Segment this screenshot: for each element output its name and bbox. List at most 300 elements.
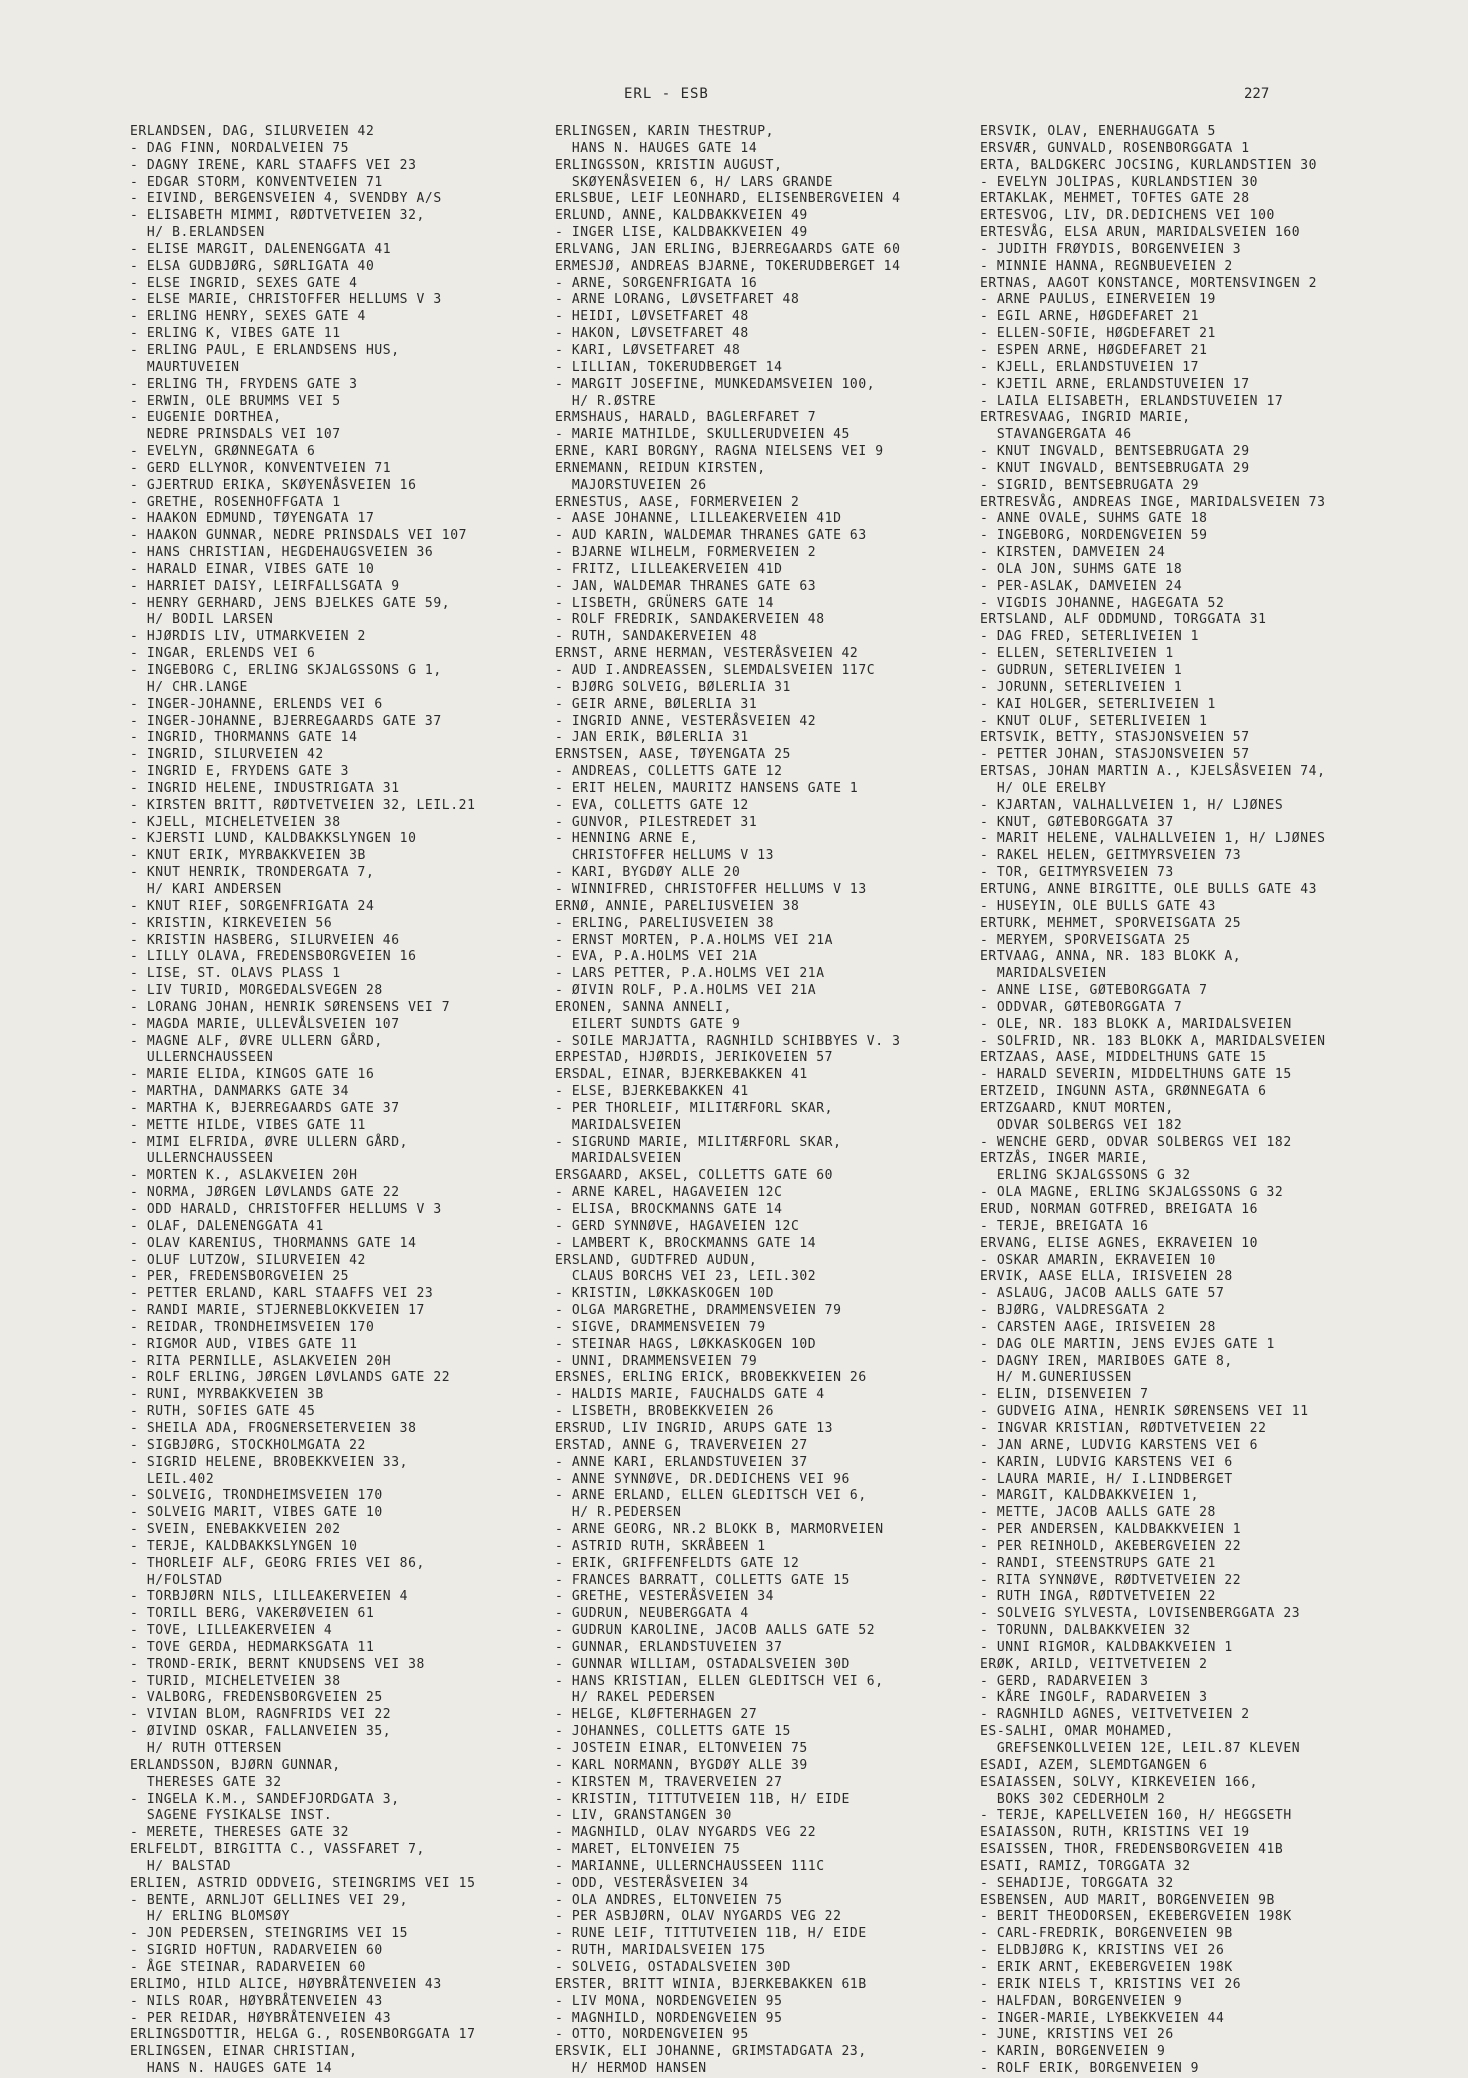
directory-entry-line: - INGRID, SILURVEIEN 42 xyxy=(130,747,324,763)
directory-entry-line: - SEHADIJE, TORGGATA 32 xyxy=(980,1875,1174,1891)
directory-entry-line: - SIGRID HELENE, BROBEKKVEIEN 33, xyxy=(130,1454,409,1470)
directory-entry-line: ERØK, ARILD, VEITVETVEIEN 2 xyxy=(980,1656,1208,1672)
directory-entry-line: - KNUT ERIK, MYRBAKKVEIEN 3B xyxy=(130,848,366,864)
directory-entry-line: - MARTHA, DANMARKS GATE 34 xyxy=(130,1084,350,1100)
directory-entry-line: - KNUT HENRIK, TRONDERGATA 7, xyxy=(130,865,375,881)
directory-entry-line: - LISBETH, BROBEKKVEIEN 26 xyxy=(555,1404,775,1420)
directory-entry-line: - EUGENIE DORTHEA, xyxy=(130,410,282,426)
directory-column-left xyxy=(130,124,530,2078)
directory-entry-line: CHRISTOFFER HELLUMS V 13 xyxy=(555,848,775,864)
directory-entry-line: - ODD HARALD, CHRISTOFFER HELLUMS V 3 xyxy=(130,1202,442,1217)
directory-entry-line: - EVA, P.A.HOLMS VEI 21A xyxy=(555,949,758,965)
directory-entry-line: - RAGNHILD AGNES, VEITVETVEIEN 2 xyxy=(980,1707,1250,1723)
directory-entry-line: - RUTH INGA, RØDTVETVEIEN 22 xyxy=(980,1589,1216,1605)
directory-entry-line: - PER ASBJØRN, OLAV NYGARDS VEG 22 xyxy=(555,1909,842,1925)
directory-entry-line: - SIGRID HOFTUN, RADARVEIEN 60 xyxy=(130,1943,383,1959)
directory-entry-line: - MAGNHILD, OLAV NYGARDS VEG 22 xyxy=(555,1825,817,1841)
directory-entry-line: - RUTH, SANDAKERVEIEN 48 xyxy=(555,629,758,645)
directory-entry-line: - BJØRG, VALDRESGATA 2 xyxy=(980,1303,1166,1319)
directory-entry-line: - HUSEYIN, OLE BULLS GATE 43 xyxy=(980,898,1216,914)
directory-entry-line: - KNUT INGVALD, BENTSEBRUGATA 29 xyxy=(980,444,1250,460)
directory-entry-line: - KARI, LØVSETFARET 48 xyxy=(555,342,741,358)
directory-entry-line: - FRITZ, LILLEAKERVEIEN 41D xyxy=(555,561,783,577)
directory-entry-line: - VIVIAN BLOM, RAGNFRIDS VEI 22 xyxy=(130,1707,392,1723)
directory-entry-line: - BJØRG SOLVEIG, BØLERLIA 31 xyxy=(555,679,791,695)
directory-entry-line: - GJERTRUD ERIKA, SKØYENÅSVEIEN 16 xyxy=(130,477,417,493)
directory-entry-line: - SHEILA ADA, FROGNERSETERVEIEN 38 xyxy=(130,1420,417,1436)
directory-entry-line: H/ RAKEL PEDERSEN xyxy=(555,1690,716,1706)
directory-entry-line: - ANDREAS, COLLETTS GATE 12 xyxy=(555,764,783,780)
directory-entry-line: ERLUND, ANNE, KALDBAKKVEIEN 49 xyxy=(555,208,808,224)
directory-entry-line: - JON PEDERSEN, STEINGRIMS VEI 15 xyxy=(130,1926,409,1942)
directory-entry-line: - GUNVOR, PILESTREDET 31 xyxy=(555,814,758,830)
directory-entry-line: - HENRY GERHARD, JENS BJELKES GATE 59, xyxy=(130,595,451,611)
directory-entry-line: - INGEBORG, NORDENGVEIEN 59 xyxy=(980,528,1208,544)
directory-entry-line: - SOLVEIG SYLVESTA, LOVISENBERGGATA 23 xyxy=(980,1606,1301,1622)
directory-entry-line: ERTURK, MEHMET, SPORVEISGATA 25 xyxy=(980,915,1242,931)
directory-entry-line: ERSDAL, EINAR, BJERKEBAKKEN 41 xyxy=(555,1067,808,1083)
directory-entry-line: - INGEBORG C, ERLING SKJALGSSONS G 1, xyxy=(130,663,442,678)
directory-entry-line: ERTA, BALDGKERC JOCSING, KURLANDSTIEN 30 xyxy=(980,157,1318,173)
directory-entry-line: - RUTH, SOFIES GATE 45 xyxy=(130,1404,316,1420)
directory-entry-line: - MARTHA K, BJERREGAARDS GATE 37 xyxy=(130,1100,400,1116)
directory-entry-line: - ELISABETH MIMMI, RØDTVETVEIEN 32, xyxy=(130,208,425,224)
directory-entry-line: - ERIT HELEN, MAURITZ HANSENS GATE 1 xyxy=(555,780,859,796)
directory-entry-line: ERNØ, ANNIE, PARELIUSVEIEN 38 xyxy=(555,898,800,914)
directory-entry-line: ERTESVOG, LIV, DR.DEDICHENS VEI 100 xyxy=(980,208,1275,224)
directory-entry-line: ERSTAD, ANNE G, TRAVERVEIEN 27 xyxy=(555,1437,808,1453)
directory-entry-line: - SIGVE, DRAMMENSVEIEN 79 xyxy=(555,1319,766,1335)
directory-entry-line: ERLFELDT, BIRGITTA C., VASSFARET 7, xyxy=(130,1842,425,1858)
directory-entry-line: - PER ANDERSEN, KALDBAKKVEIEN 1 xyxy=(980,1522,1242,1538)
directory-entry-line: - RUNE LEIF, TITTUTVEIEN 11B, H/ EIDE xyxy=(555,1926,867,1942)
directory-entry-line: ULLERNCHAUSSEEN xyxy=(130,1151,274,1167)
directory-entry-line: H/ OLE ERELBY xyxy=(980,780,1107,796)
directory-entry-line: - TERJE, KALDBAKKSLYNGEN 10 xyxy=(130,1538,358,1554)
directory-entry-line: ERSNES, ERLING ERICK, BROBEKKVEIEN 26 xyxy=(555,1370,867,1386)
directory-entry-line: ERLINGSEN, KARIN THESTRUP, xyxy=(555,124,775,139)
directory-entry-line: ERNESTUS, AASE, FORMERVEIEN 2 xyxy=(555,494,800,510)
directory-entry-line: - EGIL ARNE, HØGDEFARET 21 xyxy=(980,309,1200,325)
directory-entry-line: - KRISTIN, LØKKASKOGEN 10D xyxy=(555,1286,775,1302)
directory-entry-line: - UNNI, DRAMMENSVEIEN 79 xyxy=(555,1353,758,1369)
directory-entry-line: - STEINAR HAGS, LØKKASKOGEN 10D xyxy=(555,1336,817,1352)
directory-entry-line: - SIGRID, BENTSEBRUGATA 29 xyxy=(980,477,1200,493)
directory-entry-line: - METTE, JACOB AALLS GATE 28 xyxy=(980,1505,1216,1521)
directory-entry-line: ERTRESVAAG, INGRID MARIE, xyxy=(980,410,1191,426)
directory-entry-line: - ERLING, PARELIUSVEIEN 38 xyxy=(555,915,775,931)
directory-entry-line: - KJETIL ARNE, ERLANDSTUVEIEN 17 xyxy=(980,376,1250,392)
directory-entry-line: - OLAF, DALENENGGATA 41 xyxy=(130,1218,324,1234)
directory-entry-line: - ANNE LISE, GØTEBORGGATA 7 xyxy=(980,983,1208,999)
directory-entry-line: - KARIN, LUDVIG KARSTENS VEI 6 xyxy=(980,1454,1233,1470)
directory-entry-line: - OLUF LUTZOW, SILURVEIEN 42 xyxy=(130,1252,366,1268)
directory-entry-line: ERTSAS, JOHAN MARTIN A., KJELSÅSVEIEN 74, xyxy=(980,764,1326,780)
directory-entry-line: - ARNE KAREL, HAGAVEIEN 12C xyxy=(555,1185,783,1201)
directory-entry-line: - KARIN, BORGENVEIEN 9 xyxy=(980,2044,1166,2060)
directory-entry-line: ESAISSEN, THOR, FREDENSBORGVEIEN 41B xyxy=(980,1842,1284,1858)
directory-entry-line: ESADI, AZEM, SLEMDTGANGEN 6 xyxy=(980,1757,1208,1773)
directory-entry-line: H/ M.GUNERIUSSEN xyxy=(980,1370,1132,1386)
directory-entry-line: - MARIE ELIDA, KINGOS GATE 16 xyxy=(130,1067,375,1083)
directory-entry-line: - LAURA MARIE, H/ I.LINDBERGET xyxy=(980,1471,1233,1487)
directory-entry-line: ODVAR SOLBERGS VEI 182 xyxy=(980,1117,1183,1133)
directory-entry-line: - MARIT HELENE, VALHALLVEIEN 1, H/ LJØNES xyxy=(980,831,1326,847)
directory-entry-line: ERSVIK, ELI JOHANNE, GRIMSTADGATA 23, xyxy=(555,2044,867,2060)
directory-entry-line: ERTZEID, INGUNN ASTA, GRØNNEGATA 6 xyxy=(980,1084,1267,1100)
directory-entry-line: ERSVÆR, GUNVALD, ROSENBORGGATA 1 xyxy=(980,140,1250,156)
directory-entry-line: - GUDRUN KAROLINE, JACOB AALLS GATE 52 xyxy=(555,1623,876,1639)
directory-entry-line: ERSLAND, GUDTFRED AUDUN, xyxy=(555,1252,758,1268)
directory-entry-line: - JORUNN, SETERLIVEIEN 1 xyxy=(980,679,1183,695)
directory-entry-line: - ERIK, GRIFFENFELDTS GATE 12 xyxy=(555,1555,800,1571)
directory-entry-line: - ESPEN ARNE, HØGDEFARET 21 xyxy=(980,342,1208,358)
directory-entry-line: - SIGRUND MARIE, MILITÆRFORL SKAR, xyxy=(555,1134,842,1150)
directory-entry-line: - MARGIT JOSEFINE, MUNKEDAMSVEIEN 100, xyxy=(555,376,876,392)
directory-entry-line: - BERIT THEODORSEN, EKEBERGVEIEN 198K xyxy=(980,1909,1292,1925)
directory-entry-line: - MERYEM, SPORVEISGATA 25 xyxy=(980,932,1191,948)
directory-entry-line: - LILLIAN, TOKERUDBERGET 14 xyxy=(555,359,783,375)
directory-entry-line: - ANNE KARI, ERLANDSTUVEIEN 37 xyxy=(555,1454,808,1470)
directory-entry-line: - ANNE SYNNØVE, DR.DEDICHENS VEI 96 xyxy=(555,1471,850,1487)
directory-entry-line: - KARL NORMANN, BYGDØY ALLE 39 xyxy=(555,1757,808,1773)
directory-entry-line: ERONEN, SANNA ANNELI, xyxy=(555,999,732,1015)
directory-entry-line: - ELLEN, SETERLIVEIEN 1 xyxy=(980,646,1174,662)
directory-entry-line: - DAGNY IRENE, KARL STAAFFS VEI 23 xyxy=(130,157,417,173)
directory-entry-line: H/FOLSTAD xyxy=(130,1572,223,1588)
directory-entry-line: ERTUNG, ANNE BIRGITTE, OLE BULLS GATE 43 xyxy=(980,881,1318,897)
directory-entry-line: - KJELL, ERLANDSTUVEIEN 17 xyxy=(980,359,1200,375)
directory-entry-line: - EDGAR STORM, KONVENTVEIEN 71 xyxy=(130,174,383,190)
directory-entry-line: - ASLAUG, JACOB AALLS GATE 57 xyxy=(980,1286,1225,1302)
directory-entry-line: - LIV TURID, MORGEDALSVEGEN 28 xyxy=(130,983,383,999)
directory-entry-line: - LIV, GRANSTANGEN 30 xyxy=(555,1808,732,1824)
directory-entry-line: - ELISE MARGIT, DALENENGGATA 41 xyxy=(130,241,392,257)
directory-column-right xyxy=(980,124,1400,2078)
directory-entry-line: - INGER-MARIE, LYBEKKVEIEN 44 xyxy=(980,2010,1225,2026)
directory-entry-line: - LISBETH, GRÜNERS GATE 14 xyxy=(555,595,775,611)
directory-entry-line: - DAG FRED, SETERLIVEIEN 1 xyxy=(980,629,1200,645)
directory-entry-line: - HALFDAN, BORGENVEIEN 9 xyxy=(980,1993,1183,2009)
directory-entry-line: - UNNI RIGMOR, KALDBAKKVEIEN 1 xyxy=(980,1639,1233,1655)
directory-entry-line: ERPESTAD, HJØRDIS, JERIKOVEIEN 57 xyxy=(555,1050,834,1066)
directory-entry-line: BOKS 302 CEDERHOLM 2 xyxy=(980,1791,1166,1807)
directory-entry-line: - INGER-JOHANNE, BJERREGAARDS GATE 37 xyxy=(130,713,442,729)
directory-entry-line: ERLIEN, ASTRID ODDVEIG, STEINGRIMS VEI 15 xyxy=(130,1875,476,1891)
directory-entry-line: - RUTH, MARIDALSVEIEN 175 xyxy=(555,1943,766,1959)
directory-entry-line: - BENTE, ARNLJOT GELLINES VEI 29, xyxy=(130,1892,409,1908)
directory-entry-line: ERVANG, ELISE AGNES, EKRAVEIEN 10 xyxy=(980,1235,1259,1251)
directory-entry-line: H/ BALSTAD xyxy=(130,1858,232,1874)
directory-entry-line: - HJØRDIS LIV, UTMARKVEIEN 2 xyxy=(130,629,366,645)
directory-entry-line: H/ BODIL LARSEN xyxy=(130,612,274,628)
directory-entry-line: - HEIDI, LØVSETFARET 48 xyxy=(555,309,749,325)
directory-entry-line: EILERT SUNDTS GATE 9 xyxy=(555,1016,741,1032)
directory-entry-line: - LIV MONA, NORDENGVEIEN 95 xyxy=(555,1993,783,2009)
directory-entry-line: - MAGDA MARIE, ULLEVÅLSVEIEN 107 xyxy=(130,1016,400,1032)
directory-entry-line: - OSKAR AMARIN, EKRAVEIEN 10 xyxy=(980,1252,1216,1268)
directory-entry-line: ERVIK, AASE ELLA, IRISVEIEN 28 xyxy=(980,1269,1233,1285)
directory-entry-line: - TORBJØRN NILS, LILLEAKERVEIEN 4 xyxy=(130,1589,409,1605)
directory-entry-line: SAGENE FYSIKALSE INST. xyxy=(130,1808,333,1824)
directory-entry-line: - OTTO, NORDENGVEIEN 95 xyxy=(555,2027,749,2043)
directory-entry-line: - KRISTIN, TITTUTVEIEN 11B, H/ EIDE xyxy=(555,1791,850,1807)
directory-entry-line: - INGRID ANNE, VESTERÅSVEIEN 42 xyxy=(555,713,817,729)
directory-entry-line: GREFSENKOLLVEIEN 12E, LEIL.87 KLEVEN xyxy=(980,1741,1301,1756)
directory-entry-line: - KJARTAN, VALHALLVEIEN 1, H/ LJØNES xyxy=(980,797,1284,813)
directory-entry-line: - RANDI MARIE, STJERNEBLOKKVEIEN 17 xyxy=(130,1303,425,1319)
directory-column-middle xyxy=(555,124,960,2078)
directory-entry-line: - GRETHE, ROSENHOFFGATA 1 xyxy=(130,494,341,510)
directory-entry-line: - MIMI ELFRIDA, ØVRE ULLERN GÅRD, xyxy=(130,1134,409,1150)
directory-entry-line: - SOLVEIG, TRONDHEIMSVEIEN 170 xyxy=(130,1488,383,1504)
directory-entry-line: ERLSBUE, LEIF LEONHARD, ELISENBERGVEIEN 4 xyxy=(555,191,901,207)
directory-entry-line: - EVA, COLLETTS GATE 12 xyxy=(555,797,749,813)
directory-entry-line: ESBENSEN, AUD MARIT, BORGENVEIEN 9B xyxy=(980,1892,1275,1908)
directory-entry-line: - ELLEN-SOFIE, HØGDEFARET 21 xyxy=(980,326,1216,342)
directory-entry-line: ERTSLAND, ALF ODDMUND, TORGGATA 31 xyxy=(980,612,1267,628)
directory-entry-line: - REIDAR, TRONDHEIMSVEIEN 170 xyxy=(130,1319,375,1335)
directory-entry-line: - ROLF FREDRIK, SANDAKERVEIEN 48 xyxy=(555,612,825,628)
directory-entry-line: ERMESJØ, ANDREAS BJARNE, TOKERUDBERGET 14 xyxy=(555,258,901,274)
directory-entry-line: - OLAV KARENIUS, THORMANNS GATE 14 xyxy=(130,1235,417,1251)
directory-entry-line: - OLGA MARGRETHE, DRAMMENSVEIEN 79 xyxy=(555,1303,842,1319)
directory-entry-line: ESAIASSEN, SOLVY, KIRKEVEIEN 166, xyxy=(980,1774,1259,1790)
directory-entry-line: - LISE, ST. OLAVS PLASS 1 xyxy=(130,966,341,982)
directory-entry-line: - PER-ASLAK, DAMVEIEN 24 xyxy=(980,578,1183,594)
directory-entry-line: MAURTUVEIEN xyxy=(130,359,240,375)
directory-entry-line: - DAGNY IREN, MARIBOES GATE 8, xyxy=(980,1353,1233,1369)
directory-entry-line: - KJELL, MICHELETVEIEN 38 xyxy=(130,814,341,830)
directory-entry-line: - PETTER ERLAND, KARL STAAFFS VEI 23 xyxy=(130,1286,434,1302)
directory-entry-line: - SOLVEIG MARIT, VIBES GATE 10 xyxy=(130,1505,383,1521)
directory-entry-line: - JOSTEIN EINAR, ELTONVEIEN 75 xyxy=(555,1741,808,1756)
directory-entry-line: - GERD SYNNØVE, HAGAVEIEN 12C xyxy=(555,1218,800,1234)
directory-entry-line: - MARIANNE, ULLERNCHAUSSEEN 111C xyxy=(555,1858,825,1874)
directory-entry-line: - AUD I.ANDREASSEN, SLEMDALSVEIEN 117C xyxy=(555,663,876,678)
directory-entry-line: - GUDVEIG AINA, HENRIK SØRENSENS VEI 11 xyxy=(980,1404,1309,1420)
directory-entry-line: - WINNIFRED, CHRISTOFFER HELLUMS V 13 xyxy=(555,881,867,897)
directory-entry-line: ERLIMO, HILD ALICE, HØYBRÅTENVEIEN 43 xyxy=(130,1976,442,1992)
directory-entry-line: ULLERNCHAUSSEEN xyxy=(130,1050,274,1066)
directory-entry-line: - ARNE LORANG, LØVSETFARET 48 xyxy=(555,292,800,308)
directory-entry-line: - DAG FINN, NORDALVEIEN 75 xyxy=(130,140,350,156)
directory-entry-line: - TORUNN, DALBAKKVEIEN 32 xyxy=(980,1623,1191,1639)
directory-entry-line: - GUDRUN, NEUBERGGATA 4 xyxy=(555,1606,749,1622)
directory-entry-line: - MINNIE HANNA, REGNBUEVEIEN 2 xyxy=(980,258,1233,274)
directory-entry-line: - MARIE MATHILDE, SKULLERUDVEIEN 45 xyxy=(555,427,850,443)
directory-entry-line: - PER THORLEIF, MILITÆRFORL SKAR, xyxy=(555,1100,834,1116)
directory-entry-line: - VIGDIS JOHANNE, HAGEGATA 52 xyxy=(980,595,1225,611)
directory-entry-line: ES-SALHI, OMAR MOHAMED, xyxy=(980,1724,1174,1740)
directory-entry-line: - NORMA, JØRGEN LØVLANDS GATE 22 xyxy=(130,1185,400,1201)
directory-entry-line: ERLINGSEN, EINAR CHRISTIAN, xyxy=(130,2044,358,2060)
directory-entry-line: - TORILL BERG, VAKERØVEIEN 61 xyxy=(130,1606,375,1622)
directory-entry-line: - ROLF ERLING, JØRGEN LØVLANDS GATE 22 xyxy=(130,1370,451,1386)
directory-entry-line: - INGRID, THORMANNS GATE 14 xyxy=(130,730,358,746)
directory-entry-line: - METTE HILDE, VIBES GATE 11 xyxy=(130,1117,366,1133)
directory-entry-line: - TROND-ERIK, BERNT KNUDSENS VEI 38 xyxy=(130,1656,425,1672)
directory-entry-line: - LILLY OLAVA, FREDENSBORGVEIEN 16 xyxy=(130,949,417,965)
directory-entry-line: - HARRIET DAISY, LEIRFALLSGATA 9 xyxy=(130,578,400,594)
directory-entry-line: - LAMBERT K, BROCKMANNS GATE 14 xyxy=(555,1235,817,1251)
directory-entry-line: - ELSE MARIE, CHRISTOFFER HELLUMS V 3 xyxy=(130,292,442,308)
directory-entry-line: STAVANGERGATA 46 xyxy=(980,427,1132,443)
directory-entry-line: - RAKEL HELEN, GEITMYRSVEIEN 73 xyxy=(980,848,1242,864)
directory-entry-line: - OLA MAGNE, ERLING SKJALGSSONS G 32 xyxy=(980,1185,1284,1201)
directory-entry-line: - TOR, GEITMYRSVEIEN 73 xyxy=(980,865,1174,881)
directory-entry-line: - HAAKON GUNNAR, NEDRE PRINSDALS VEI 107 xyxy=(130,528,468,544)
directory-entry-line: ERSVIK, OLAV, ENERHAUGGATA 5 xyxy=(980,124,1216,139)
directory-entry-line: - LAILA ELISABETH, ERLANDSTUVEIEN 17 xyxy=(980,393,1284,409)
directory-entry-line: ERLANDSEN, DAG, SILURVEIEN 42 xyxy=(130,124,375,139)
directory-entry-line: ERNST, ARNE HERMAN, VESTERÅSVEIEN 42 xyxy=(555,646,859,662)
directory-entry-line: - ASTRID RUTH, SKRÅBEEN 1 xyxy=(555,1538,766,1554)
directory-entry-line: - TURID, MICHELETVEIEN 38 xyxy=(130,1673,341,1689)
directory-entry-line: - ELSE, BJERKEBAKKEN 41 xyxy=(555,1084,749,1100)
directory-entry-line: - PER REIDAR, HØYBRÅTENVEIEN 43 xyxy=(130,2010,392,2026)
directory-entry-line: - KNUT INGVALD, BENTSEBRUGATA 29 xyxy=(980,460,1250,476)
directory-entry-line: - EVELYN, GRØNNEGATA 6 xyxy=(130,444,316,460)
directory-entry-line: - HANS KRISTIAN, ELLEN GLEDITSCH VEI 6, xyxy=(555,1673,884,1689)
directory-entry-line: - NILS ROAR, HØYBRÅTENVEIEN 43 xyxy=(130,1993,383,2009)
directory-entry-line: - PER, FREDENSBORGVEIEN 25 xyxy=(130,1269,350,1285)
directory-entry-line: - ÅGE STEINAR, RADARVEIEN 60 xyxy=(130,1959,366,1975)
directory-entry-line: H/ ERLING BLOMSØY xyxy=(130,1909,291,1925)
directory-entry-line: ERTESVÅG, ELSA ARUN, MARIDALSVEIEN 160 xyxy=(980,225,1301,241)
directory-entry-line: - OLA JON, SUHMS GATE 18 xyxy=(980,561,1183,577)
directory-entry-line: ERUD, NORMAN GOTFRED, BREIGATA 16 xyxy=(980,1202,1259,1217)
directory-entry-line: - JAN ARNE, LUDVIG KARSTENS VEI 6 xyxy=(980,1437,1259,1453)
directory-entry-line: - CARL-FREDRIK, BORGENVEIEN 9B xyxy=(980,1926,1233,1942)
directory-entry-line: - TOVE, LILLEAKERVEIEN 4 xyxy=(130,1623,333,1639)
directory-entry-line: - JUNE, KRISTINS VEI 26 xyxy=(980,2027,1174,2043)
directory-entry-line: ERTZGAARD, KNUT MORTEN, xyxy=(980,1100,1174,1116)
page-title: ERL - ESB xyxy=(624,86,709,102)
directory-entry-line: - INGAR, ERLENDS VEI 6 xyxy=(130,646,316,662)
directory-entry-line: - EVELYN JOLIPAS, KURLANDSTIEN 30 xyxy=(980,174,1259,190)
directory-entry-line: - ERLING HENRY, SEXES GATE 4 xyxy=(130,309,366,325)
directory-entry-line: - RANDI, STEENSTRUPS GATE 21 xyxy=(980,1555,1216,1571)
directory-entry-line: - FRANCES BARRATT, COLLETTS GATE 15 xyxy=(555,1572,850,1588)
directory-entry-line: ERTVAAG, ANNA, NR. 183 BLOKK A, xyxy=(980,949,1242,965)
directory-entry-line: MARIDALSVEIEN xyxy=(555,1117,682,1133)
directory-entry-line: - AASE JOHANNE, LILLEAKERVEIEN 41D xyxy=(555,511,842,527)
directory-entry-line: - ERWIN, OLE BRUMMS VEI 5 xyxy=(130,393,341,409)
directory-entry-line: ERMSHAUS, HARALD, BAGLERFARET 7 xyxy=(555,410,817,426)
directory-entry-line: MARIDALSVEIEN xyxy=(555,1151,682,1167)
directory-entry-line: MARIDALSVEIEN xyxy=(980,966,1107,982)
directory-entry-line: - HAKON, LØVSETFARET 48 xyxy=(555,326,749,342)
directory-entry-line: - KRISTIN, KIRKEVEIEN 56 xyxy=(130,915,333,931)
directory-entry-line: - KIRSTEN, DAMVEIEN 24 xyxy=(980,545,1166,561)
directory-entry-line: NEDRE PRINSDALS VEI 107 xyxy=(130,427,341,443)
directory-entry-line: - ELSE INGRID, SEXES GATE 4 xyxy=(130,275,358,291)
directory-entry-line: - ARNE, SORGENFRIGATA 16 xyxy=(555,275,758,291)
directory-entry-line: - KRISTIN HASBERG, SILURVEIEN 46 xyxy=(130,932,400,948)
directory-entry-line: - RITA PERNILLE, ASLAKVEIEN 20H xyxy=(130,1353,392,1369)
directory-entry-line: ERLVANG, JAN ERLING, BJERREGAARDS GATE 60 xyxy=(555,241,901,257)
directory-entry-line: - LORANG JOHAN, HENRIK SØRENSENS VEI 7 xyxy=(130,999,451,1015)
directory-entry-line: - ERLING PAUL, E ERLANDSENS HUS, xyxy=(130,342,400,358)
directory-entry-line: - KNUT, GØTEBORGGATA 37 xyxy=(980,814,1174,830)
directory-entry-line: - BJARNE WILHELM, FORMERVEIEN 2 xyxy=(555,545,817,561)
directory-entry-line: ERLINGSDOTTIR, HELGA G., ROSENBORGGATA 17 xyxy=(130,2027,476,2043)
directory-entry-line: - OLA ANDRES, ELTONVEIEN 75 xyxy=(555,1892,783,1908)
directory-entry-line: HANS N. HAUGES GATE 14 xyxy=(555,140,758,156)
directory-entry-line: - GUNNAR WILLIAM, OSTADALSVEIEN 30D xyxy=(555,1656,850,1672)
directory-entry-line: - THORLEIF ALF, GEORG FRIES VEI 86, xyxy=(130,1555,425,1571)
directory-entry-line: ESAIASSON, RUTH, KRISTINS VEI 19 xyxy=(980,1825,1250,1841)
directory-entry-line: - ROLF ERIK, BORGENVEIEN 9 xyxy=(980,2061,1200,2077)
directory-entry-line: - HALDIS MARIE, FAUCHALDS GATE 4 xyxy=(555,1387,825,1403)
directory-entry-line: - TOVE GERDA, HEDMARKSGATA 11 xyxy=(130,1639,375,1655)
directory-entry-line: - ERNST MORTEN, P.A.HOLMS VEI 21A xyxy=(555,932,834,948)
directory-entry-line: H/ R.PEDERSEN xyxy=(555,1505,682,1521)
directory-entry-line: - ANNE OVALE, SUHMS GATE 18 xyxy=(980,511,1208,527)
directory-entry-line: ERNE, KARI BORGNY, RAGNA NIELSENS VEI 9 xyxy=(555,444,884,460)
directory-entry-line: - ØIVIN ROLF, P.A.HOLMS VEI 21A xyxy=(555,983,817,999)
directory-entry-line: - ERIK ARNT, EKEBERGVEIEN 198K xyxy=(980,1959,1233,1975)
directory-entry-line: ERSGAARD, AKSEL, COLLETTS GATE 60 xyxy=(555,1168,834,1184)
directory-entry-line: - ERIK NIELS T, KRISTINS VEI 26 xyxy=(980,1976,1242,1992)
directory-entry-line: - TERJE, BREIGATA 16 xyxy=(980,1218,1149,1234)
directory-entry-line: ERNEMANN, REIDUN KIRSTEN, xyxy=(555,460,766,476)
directory-entry-line: ERSRUD, LIV INGRID, ARUPS GATE 13 xyxy=(555,1420,834,1436)
directory-entry-line: - KIRSTEN M, TRAVERVEIEN 27 xyxy=(555,1774,783,1790)
directory-entry-line: - INGER LISE, KALDBAKKVEIEN 49 xyxy=(555,225,808,241)
directory-entry-line: - SOLVEIG, OSTADALSVEIEN 30D xyxy=(555,1959,791,1975)
directory-entry-line: - MAGNHILD, NORDENGVEIEN 95 xyxy=(555,2010,783,2026)
directory-entry-line: - SOILE MARJATTA, RAGNHILD SCHIBBYES V. 3 xyxy=(555,1033,901,1049)
page-header xyxy=(0,86,1468,110)
directory-entry-line: - GUNNAR, ERLANDSTUVEIEN 37 xyxy=(555,1639,783,1655)
directory-entry-line: - AUD KARIN, WALDEMAR THRANES GATE 63 xyxy=(555,528,867,544)
directory-entry-line: H/ RUTH OTTERSEN xyxy=(130,1741,282,1756)
directory-entry-line: ERLINGSSON, KRISTIN AUGUST, xyxy=(555,157,783,173)
directory-entry-line: - TERJE, KAPELLVEIEN 160, H/ HEGGSETH xyxy=(980,1808,1292,1824)
directory-entry-line: - RIGMOR AUD, VIBES GATE 11 xyxy=(130,1336,358,1352)
directory-entry-line: - KIRSTEN BRITT, RØDTVETVEIEN 32, LEIL.21 xyxy=(130,797,476,813)
directory-entry-line: - RITA SYNNØVE, RØDTVETVEIEN 22 xyxy=(980,1572,1242,1588)
directory-entry-line: - ARNE ERLAND, ELLEN GLEDITSCH VEI 6, xyxy=(555,1488,867,1504)
directory-entry-line: H/ B.ERLANDSEN xyxy=(130,225,265,241)
directory-entry-line: H/ R.ØSTRE xyxy=(555,393,657,409)
directory-entry-line: - CARSTEN AAGE, IRISVEIEN 28 xyxy=(980,1319,1216,1335)
directory-entry-line: - DAG OLE MARTIN, JENS EVJES GATE 1 xyxy=(980,1336,1275,1352)
directory-entry-line: - ØIVIND OSKAR, FALLANVEIEN 35, xyxy=(130,1724,392,1740)
directory-entry-line: - HELGE, KLØFTERHAGEN 27 xyxy=(555,1707,758,1723)
directory-entry-line: - KARI, BYGDØY ALLE 20 xyxy=(555,865,741,881)
page-number: 227 xyxy=(1244,86,1270,102)
directory-entry-line: - ELISA, BROCKMANNS GATE 14 xyxy=(555,1202,783,1217)
directory-entry-line: - GRETHE, VESTERÅSVEIEN 34 xyxy=(555,1589,775,1605)
directory-entry-line: HANS N. HAUGES GATE 14 xyxy=(130,2061,333,2077)
directory-entry-line: - MARET, ELTONVEIEN 75 xyxy=(555,1842,741,1858)
directory-entry-line: ERTAKLAK, MEHMET, TOFTES GATE 28 xyxy=(980,191,1250,207)
directory-entry-line: - INGER-JOHANNE, ERLENDS VEI 6 xyxy=(130,696,383,712)
directory-entry-line: - ERLING K, VIBES GATE 11 xyxy=(130,326,341,342)
directory-entry-line: ERTSVIK, BETTY, STASJONSVEIEN 57 xyxy=(980,730,1250,746)
directory-entry-line: ERTZAAS, AASE, MIDDELTHUNS GATE 15 xyxy=(980,1050,1267,1066)
directory-entry-line: - GUDRUN, SETERLIVEIEN 1 xyxy=(980,663,1183,678)
directory-entry-line: ERLING SKJALGSSONS G 32 xyxy=(980,1168,1191,1184)
directory-entry-line: - HARALD EINAR, VIBES GATE 10 xyxy=(130,561,375,577)
directory-entry-line: - JOHANNES, COLLETTS GATE 15 xyxy=(555,1724,791,1740)
directory-entry-line: - ERLING TH, FRYDENS GATE 3 xyxy=(130,376,358,392)
directory-entry-line: ERTZÅS, INGER MARIE, xyxy=(980,1151,1149,1167)
directory-entry-line: - GEIR ARNE, BØLERLIA 31 xyxy=(555,696,758,712)
